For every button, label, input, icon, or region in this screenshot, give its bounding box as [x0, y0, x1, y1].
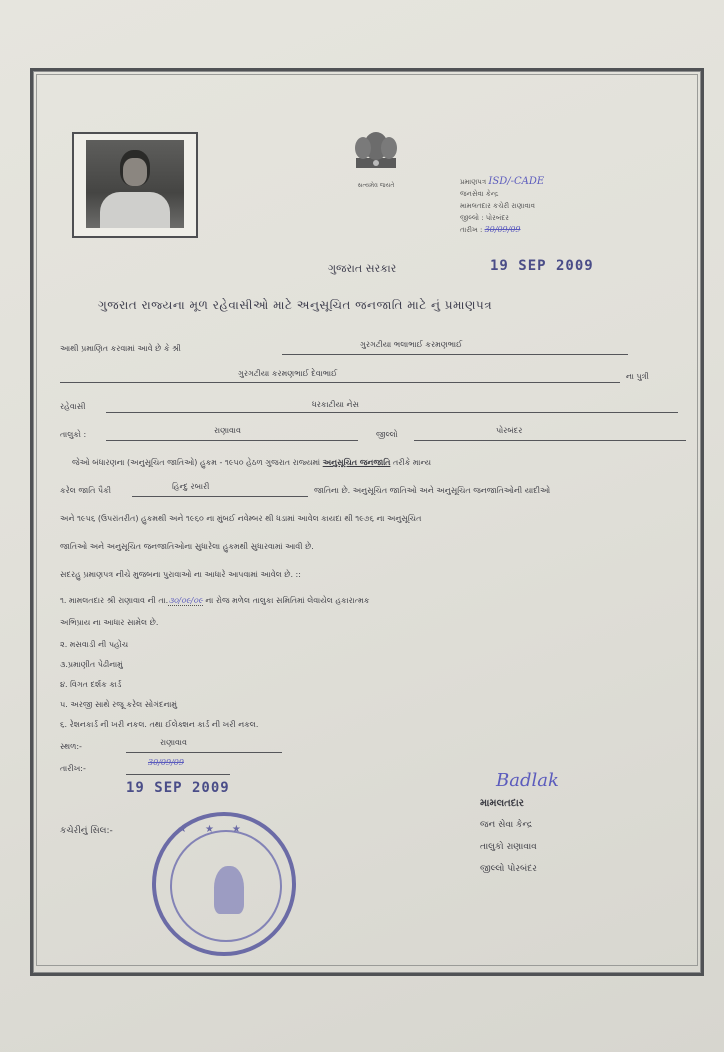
- para-line-3: અને ૧૯૫૬ (ઉપરાંતરીત) હુકમથી અને ૧૯૬૦ ના મુંબઈ નવેમ્બર થી ધડામાં આવેલ કાયદા થી ૧૯૭૬ ના અનુસૂચિત: [60, 514, 422, 523]
- proof-item-4: ૪. વિગત દર્શક કાર્ડ: [60, 680, 122, 689]
- son-suffix: ના પુત્રી: [626, 372, 649, 381]
- para2-b: જાતિના છે. અનુસૂચિત જાતિઓ અને અનુસૂચિત જનજાતિઓની યાદીઓ: [314, 486, 551, 495]
- gov-label: ગુજરાત સરકાર: [328, 262, 397, 275]
- photo-body: [100, 192, 170, 228]
- seal-inner-ring: [170, 830, 282, 942]
- place-label: સ્થળ:-: [60, 742, 82, 751]
- bottom-date-stamp: 19 SEP 2009: [126, 780, 230, 796]
- office-line-3: મામલતદાર કચેરી રાણાવાવ: [460, 202, 535, 210]
- office-date-label: તારીખ :: [460, 226, 483, 234]
- father-underline: [60, 382, 620, 383]
- district-underline: [414, 440, 686, 441]
- proof-item-1: [60, 596, 369, 606]
- signatory-line-2: જન સેવા કેન્દ્ર: [480, 820, 533, 830]
- intro-text: આથી પ્રમાણિત કરવામાં આવે છે કે શ્રી: [60, 344, 181, 353]
- cert-no-label: પ્રમાણપત્ર: [460, 178, 487, 186]
- proof1-a: ૧. મામલતદાર શ્રી રાણાવાવ ની તા.: [60, 596, 169, 605]
- national-emblem-icon: [346, 128, 406, 172]
- taluka-value: રાણાવાવ: [214, 426, 241, 435]
- proof-item-5: ૫. અરજી સાથે રજૂ કરેલ સોગંદનામું: [60, 700, 178, 709]
- resident-label: રહેવાસી: [60, 402, 86, 411]
- top-date-stamp: 19 SEP 2009: [490, 258, 594, 274]
- caste-underline: [132, 496, 308, 497]
- proof1-b: ના રોજ મળેલ તાલુકા સમિતિમાં લેવાયેલ હકારાત્મક: [205, 596, 370, 605]
- proof-item-2: ૨. મસવાડી ની પહોંચ: [60, 640, 129, 649]
- seal-star-icon: ★★★: [178, 824, 259, 835]
- office-block: [460, 176, 544, 236]
- para1-c: તરીકે માન્ય: [392, 458, 432, 467]
- proof-item-1-cont: અભિપ્રાય ના આધાર સામેલ છે.: [60, 618, 159, 627]
- photo-image: [86, 140, 184, 228]
- signatory-line-3: તાલુકો રાણાવાવ: [480, 842, 537, 852]
- photo-face: [123, 158, 147, 186]
- proof-item-3: ૩.પ્રમાણીત પેઢીનામું: [60, 660, 123, 669]
- para2-a: કરેલ જાતિ પૈકી: [60, 486, 112, 495]
- office-date-value: 30/09/09: [484, 225, 521, 234]
- para1-a: જેઓ બંધારણના (અનુસૂચિત જાતિઓ) હુકમ - ૧૯૫૦ હેઠળ ગુજરાત રાજ્યમાં: [72, 458, 321, 467]
- para1-b: અનુસૂચિત જનજાતિ: [322, 458, 391, 467]
- resident-underline: [106, 412, 678, 413]
- applicant-photo: [72, 132, 198, 238]
- para-line-1: [72, 458, 431, 468]
- para-line-4: જાતિઓ અને અનુસૂચિત જનજાતિઓના સુધારેલા હુકમથી સુધારવામાં આવી છે.: [60, 542, 314, 551]
- emblem-motto: સત્યમેવ જયતે: [357, 182, 395, 189]
- office-seal: [152, 812, 296, 956]
- office-line-4: જીલ્લો : પોરબંદર: [460, 214, 509, 222]
- date-handwritten: 30/09/09: [148, 758, 184, 767]
- page-title: ગુજરાત રાજ્યના મૂળ રહેવાસીઓ માટે અનુસૂચિત જનજાતિ માટે નું પ્રમાણપત્ર: [98, 298, 493, 312]
- taluka-underline: [106, 440, 358, 441]
- district-label: જીલ્લો: [376, 430, 398, 439]
- district-value: પોરબંદર: [496, 426, 523, 435]
- proof-item-6: ૬. રેશનકાર્ડ ની ખરી નકલ. તથા ઈલેક્શન કાર્ડ ની ખરી નકલ.: [60, 720, 259, 729]
- resident-value: ધરકાટીયા નેસ: [312, 400, 359, 409]
- date-underline: [126, 774, 230, 775]
- seal-figure-icon: [214, 866, 244, 914]
- place-value: રાણાવાવ: [160, 738, 187, 747]
- proof1-date: ૩૦/૦૯/૦૯: [168, 596, 203, 605]
- office-line-2: જનસેવા કેન્દ્ર: [460, 190, 499, 198]
- applicant-name: ગુરગટીયા ભલાભાઈ કરમણભાઈ: [360, 340, 463, 349]
- date-label: તારીખ:-: [60, 764, 86, 773]
- place-underline: [126, 752, 282, 753]
- signatory-title: મામલતદાર: [480, 798, 524, 809]
- caste-value: હિન્દુ રબારી: [172, 482, 210, 491]
- taluka-label: તાલુકો :: [60, 430, 87, 439]
- para-line-5: સદરહુ પ્રમાણપત્ર નીચે મુજબના પુરાવાઓ ના આધારે આપવામાં આવેલ છે. ::: [60, 570, 301, 579]
- seal-label: કચેરીનું સિલ:-: [60, 826, 113, 836]
- cert-no-value: ISD/-CADE: [488, 176, 545, 187]
- name-underline: [282, 354, 628, 355]
- father-name: ગુરગટીયા કરમણભાઈ દેવાભાઈ: [238, 369, 338, 378]
- officer-signature: Badlak: [496, 770, 559, 791]
- signatory-line-4: જીલ્લો પોરબંદર: [480, 864, 537, 874]
